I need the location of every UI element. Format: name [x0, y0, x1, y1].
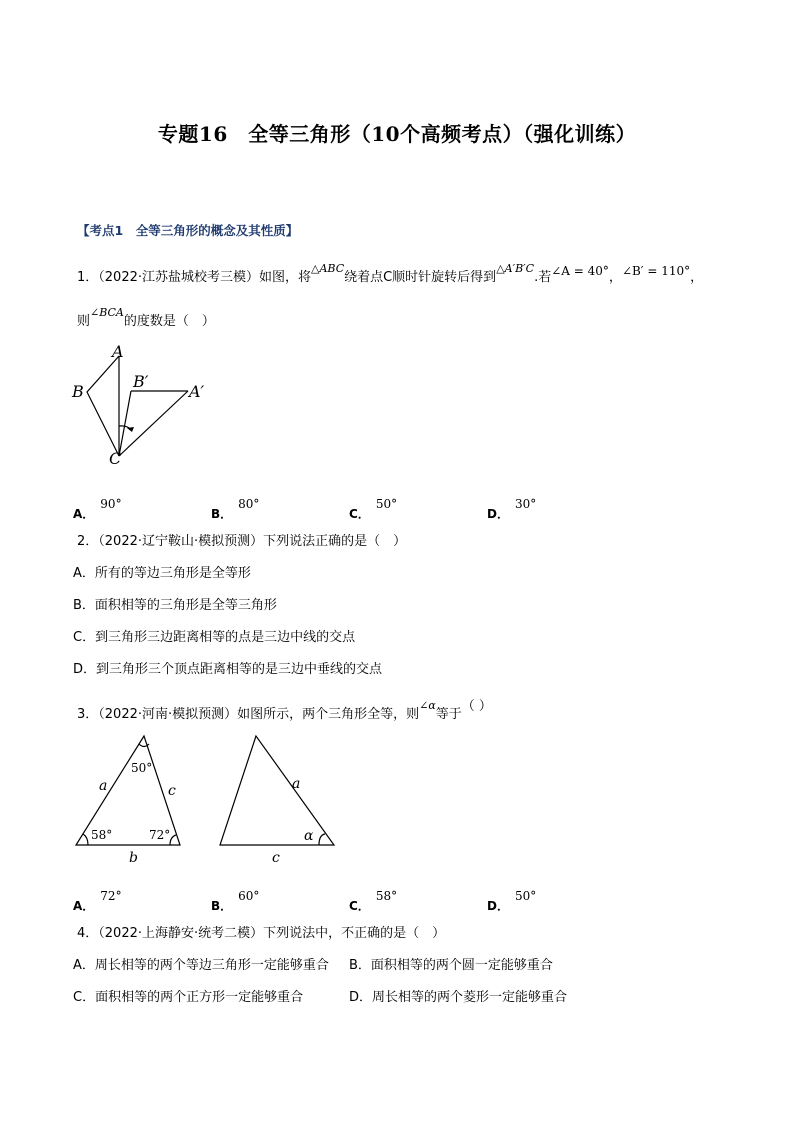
question-1-line-2: [77, 306, 215, 329]
fig1-label-a: A: [112, 342, 124, 361]
q1-option-d-value: 30°: [514, 497, 537, 511]
q1-tail: ，: [690, 270, 704, 285]
q1-option-c-label: C．: [349, 507, 370, 521]
left-side-b-label: b: [129, 850, 138, 866]
q2-option-a[interactable]: A．所有的等边三角形是全等形: [73, 566, 251, 581]
q3-paren: （ ）: [461, 699, 492, 714]
right-alpha-arc: [319, 834, 325, 845]
q1-option-a[interactable]: [73, 497, 122, 522]
q3-option-c[interactable]: [349, 889, 398, 914]
q3-option-b[interactable]: [211, 889, 260, 914]
fig1-label-a-prime: A′: [189, 382, 205, 401]
q2-option-c[interactable]: C．到三角形三边距离相等的点是三边中线的交点: [73, 630, 356, 645]
q1-option-d-label: D．: [487, 507, 509, 521]
fig1-label-b-prime: B′: [133, 372, 149, 391]
right-side-a-label: a: [292, 776, 301, 792]
left-bottom-right-angle-label: 72°: [149, 828, 171, 842]
right-triangle: [220, 736, 334, 845]
q3-tail: 等于: [435, 707, 462, 722]
q1-angle-bca: ∠BCA: [90, 306, 124, 319]
question-2-stem: 2．（2022·辽宁鞍山·模拟预测）下列说法正确的是（ ）: [77, 534, 407, 549]
q1-option-b[interactable]: [211, 497, 260, 522]
q3-lead: 3．（2022·河南·模拟预测）如图所示，两个三角形全等，则: [77, 707, 420, 722]
left-top-angle-label: 50°: [131, 761, 153, 775]
q1-line2-pre: 则: [77, 314, 91, 329]
q1-option-d[interactable]: [487, 497, 537, 522]
q1-mid: 绕着点C顺时针旋转后得到: [344, 270, 497, 285]
q3-congruent-triangles-figure: [66, 730, 356, 870]
q1-angle-a: ∠A = 40°: [551, 264, 609, 278]
triangle-abc: [87, 356, 119, 456]
q1-triangle-abc-prime: △A′B′C: [496, 262, 535, 275]
q3-option-a-value: 72°: [100, 889, 122, 903]
q1-sep: ，: [608, 270, 622, 285]
q3-option-b-label: B．: [211, 899, 233, 913]
fig1-label-b: B: [72, 382, 84, 401]
q1-lead: 1．（2022·江苏盐城校考三模）如图，将: [77, 270, 311, 285]
right-side-c-label: c: [272, 850, 280, 866]
q1-option-b-label: B．: [211, 507, 233, 521]
q3-option-a[interactable]: [73, 889, 122, 914]
q3-option-a-label: A．: [73, 899, 95, 913]
page-title: 专题16 全等三角形（10个高频考点）（强化训练）: [157, 122, 637, 146]
q3-option-c-value: 58°: [375, 889, 398, 903]
q1-triangle-abc: △ABC: [311, 262, 345, 275]
q3-option-c-label: C．: [349, 899, 370, 913]
q3-option-d-value: 50°: [514, 889, 537, 903]
q3-angle-alpha: ∠α: [419, 699, 436, 712]
q1-option-b-value: 80°: [238, 497, 260, 511]
left-side-c-label: c: [168, 783, 176, 799]
right-alpha-label: α: [304, 828, 314, 844]
q2-option-b[interactable]: B．面积相等的三角形是全等三角形: [73, 598, 277, 613]
left-side-a-label: a: [99, 778, 108, 794]
question-3-stem: [77, 699, 492, 722]
q3-option-d-label: D．: [487, 899, 509, 913]
left-bottom-left-arc: [83, 834, 88, 845]
section-heading: 【考点1 全等三角形的概念及其性质】: [77, 223, 299, 238]
q1-option-a-value: 90°: [100, 497, 122, 511]
q4-option-d[interactable]: D．周长相等的两个菱形一定能够重合: [349, 990, 568, 1005]
q3-option-b-value: 60°: [238, 889, 260, 903]
left-bottom-left-angle-label: 58°: [91, 828, 113, 842]
q1-angle-b-prime: ∠B′ = 110°: [621, 264, 691, 278]
q4-option-c[interactable]: C．面积相等的两个正方形一定能够重合: [73, 990, 304, 1005]
q3-option-d[interactable]: [487, 889, 537, 914]
q4-option-a[interactable]: A．周长相等的两个等边三角形一定能够重合: [73, 958, 329, 973]
q1-rotation-figure: [60, 335, 220, 475]
q1-option-c-value: 50°: [375, 497, 398, 511]
question-4-stem: 4．（2022·上海静安·统考二模）下列说法中，不正确的是（ ）: [77, 926, 446, 941]
fig1-label-c: C: [109, 449, 122, 468]
q1-line2-post: 的度数是（ ）: [123, 314, 215, 329]
q1-option-c[interactable]: [349, 497, 398, 522]
q1-option-a-label: A．: [73, 507, 95, 521]
question-1-line-1: [77, 262, 704, 285]
q1-mid2: .若: [534, 270, 552, 285]
q2-option-d[interactable]: D．到三角形三个顶点距离相等的是三边中垂线的交点: [73, 662, 383, 677]
left-bottom-right-arc: [170, 835, 176, 845]
q4-option-b[interactable]: B．面积相等的两个圆一定能够重合: [349, 958, 553, 973]
